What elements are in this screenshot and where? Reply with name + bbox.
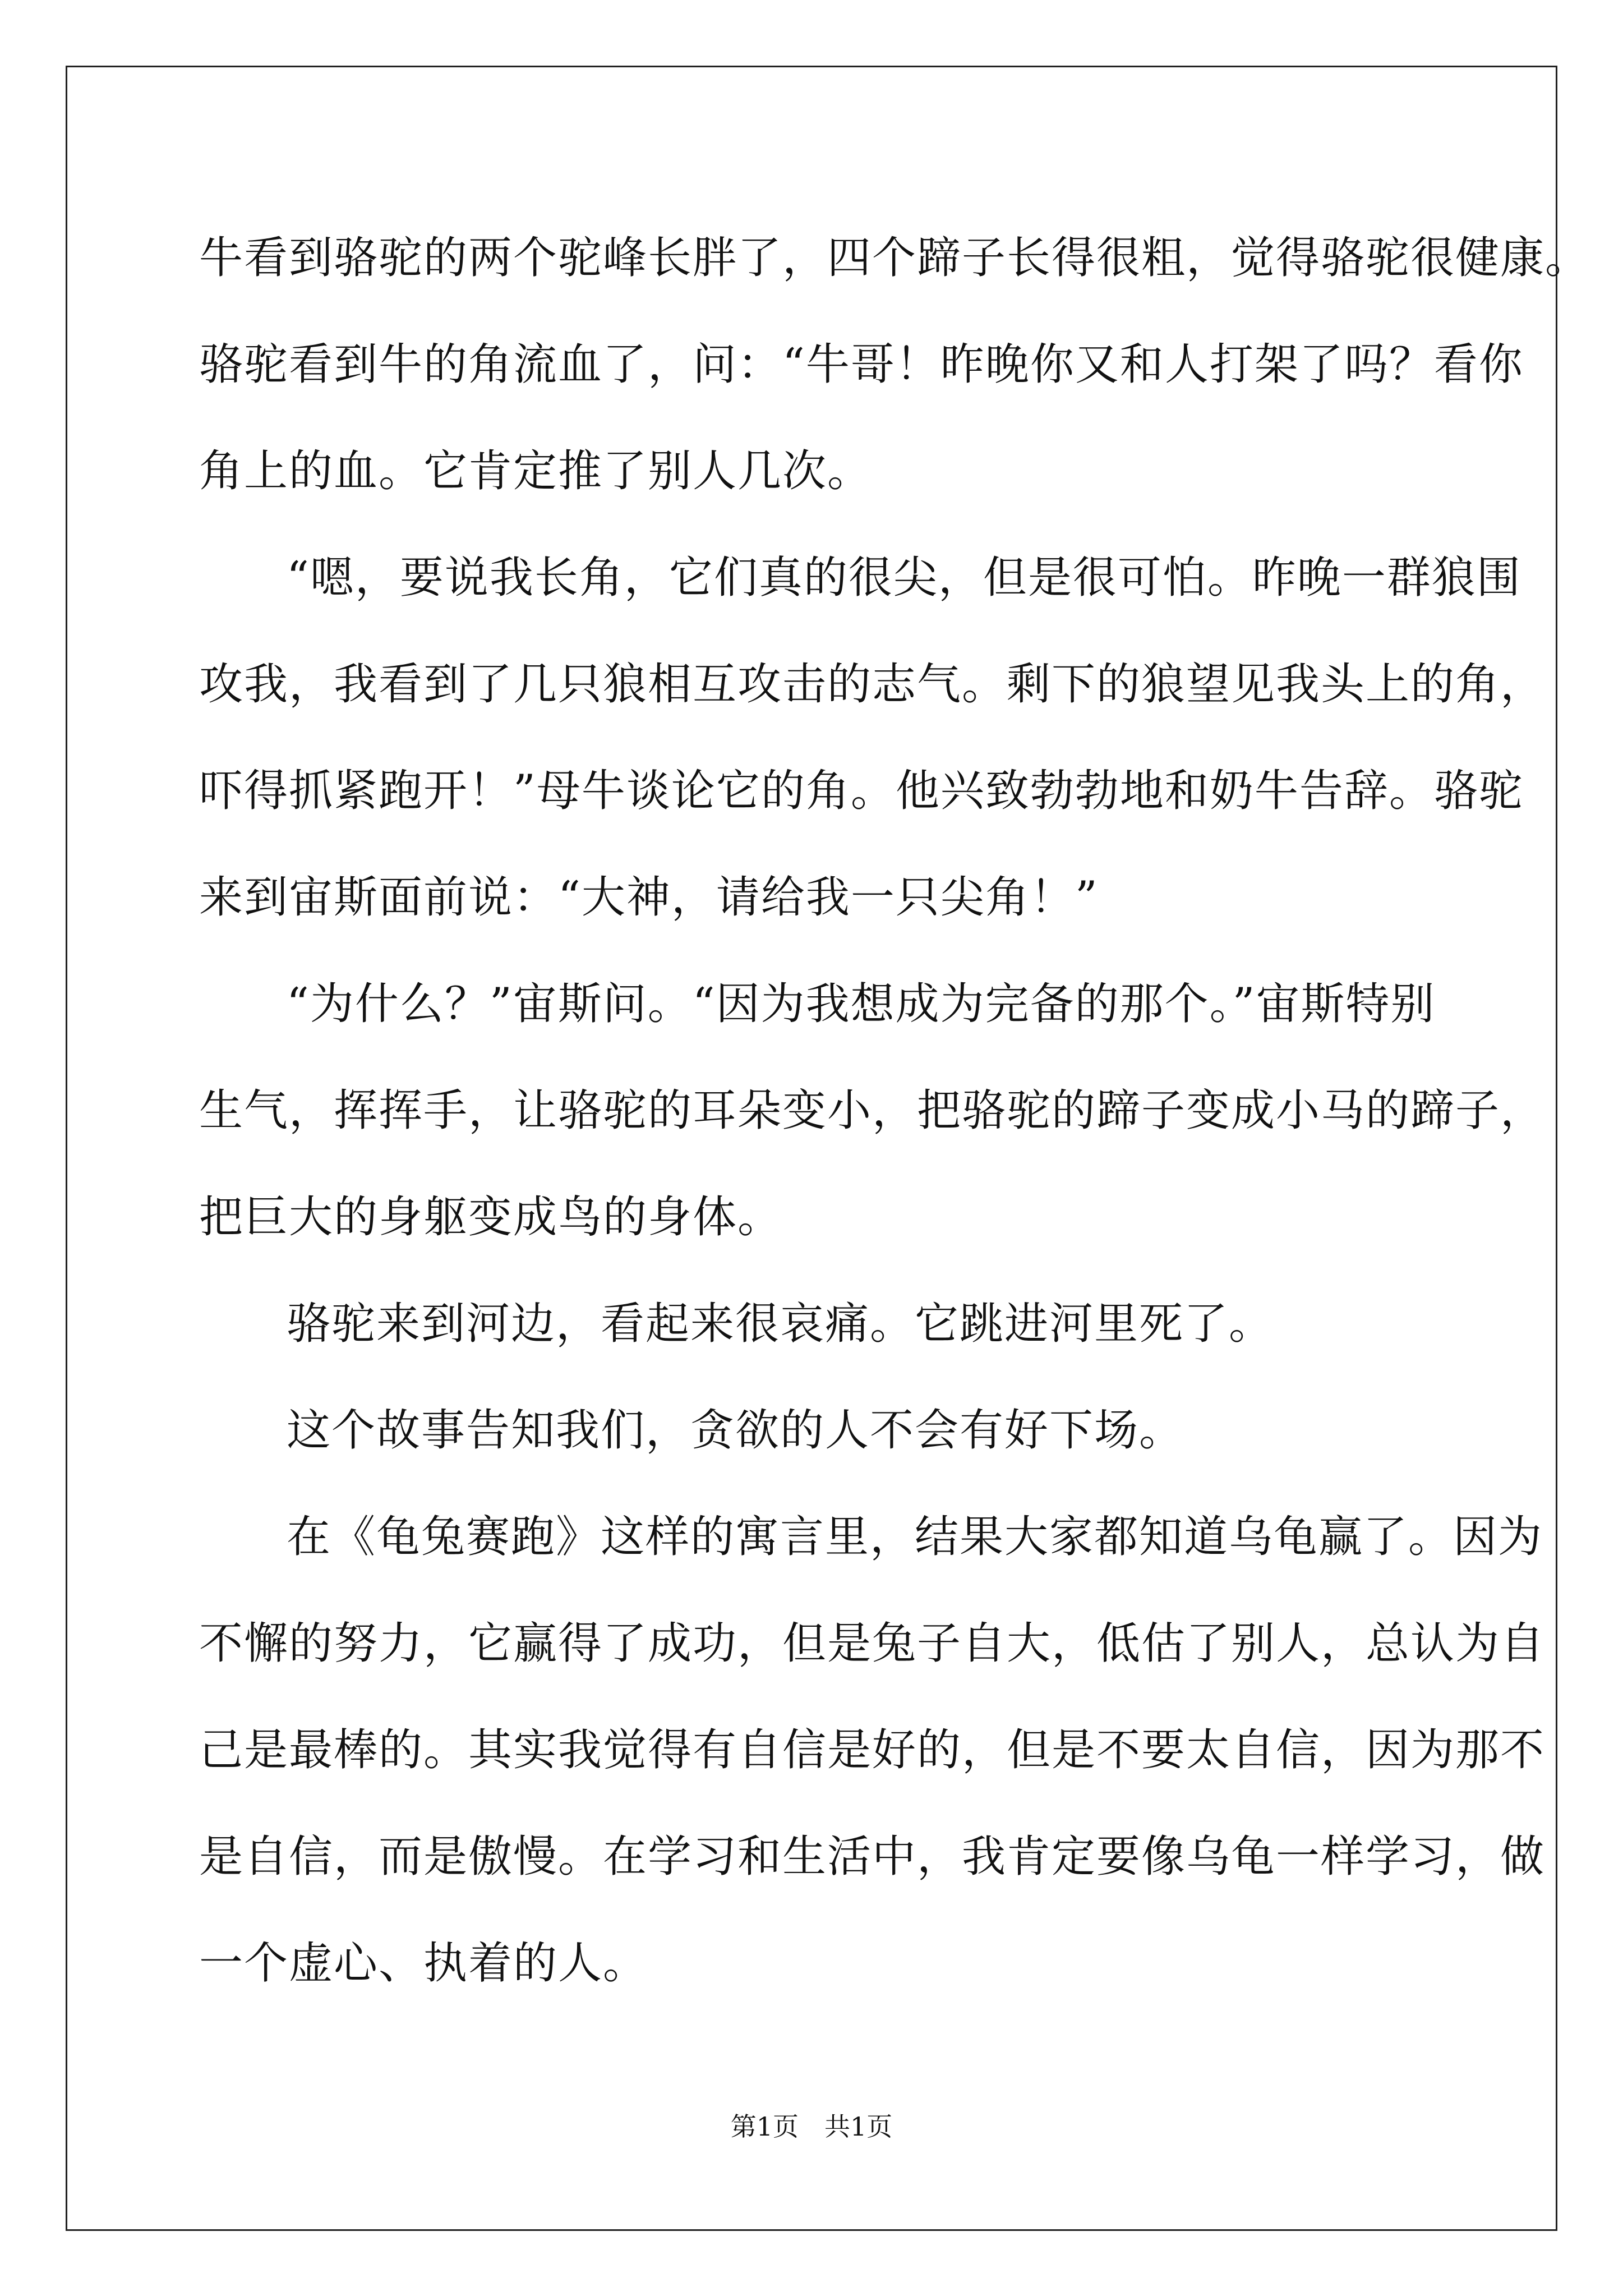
text-line-16: 是自信，而是傲慢。在学习和生活中，我肯定要像乌龟一样学习，做 (199, 1832, 1546, 1882)
text-line-3: 角上的血。它肯定推了别人几次。 (199, 446, 873, 496)
text-line-12: 这个故事告知我们，贪欲的人不会有好下场。 (287, 1405, 1184, 1456)
text-line-9: 生气，挥挥手，让骆驼的耳朵变小，把骆驼的蹄子变成小马的蹄子， (199, 1085, 1546, 1136)
text-line-14: 不懈的努力，它赢得了成功，但是兔子自大，低估了别人，总认为自 (199, 1618, 1546, 1669)
text-line-17: 一个虚心、执着的人。 (199, 1938, 648, 1989)
document-body (199, 216, 1590, 2028)
text-line-11: 骆驼来到河边，看起来很哀痛。它跳进河里死了。 (287, 1299, 1274, 1349)
text-line-13: 在《龟兔赛跑》这样的寓言里，结果大家都知道乌龟赢了。因为 (287, 1512, 1543, 1562)
text-line-4: “嗯，要说我长角，它们真的很尖，但是很可怕。昨晚一群狼围 (287, 553, 1521, 603)
text-line-7: 来到宙斯面前说：“大神，请给我一只尖角！” (199, 872, 1099, 923)
text-line-2: 骆驼看到牛的角流血了，问：“牛哥！昨晚你又和人打架了吗？看你 (199, 339, 1524, 390)
text-line-10: 把巨大的身躯变成鸟的身体。 (199, 1192, 783, 1243)
page-number-footer: 第1页 共1页 (730, 2111, 893, 2142)
text-line-8: “为什么？”宙斯问。“因为我想成为完备的那个。”宙斯特别 (287, 979, 1436, 1029)
text-line-6: 吓得抓紧跑开！”母牛谈论它的角。他兴致勃勃地和奶牛告辞。骆驼 (199, 766, 1524, 816)
text-line-15: 己是最棒的。其实我觉得有自信是好的，但是不要太自信，因为那不 (199, 1725, 1546, 1775)
text-line-5: 攻我，我看到了几只狼相互攻击的志气。剩下的狼望见我头上的角， (199, 659, 1546, 710)
text-line-1: 牛看到骆驼的两个驼峰长胖了，四个蹄子长得很粗，觉得骆驼很健康。 (199, 233, 1590, 283)
